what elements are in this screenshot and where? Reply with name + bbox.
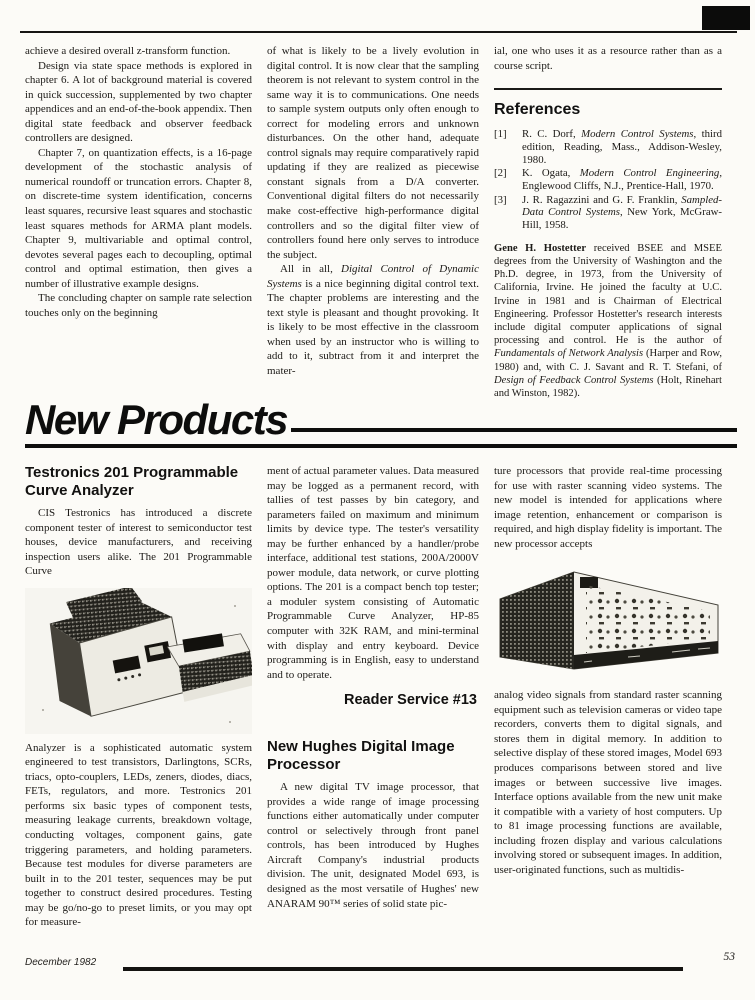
text-run: is a nice beginning digital control text. The chapter problems are interesting and the text style is pleasant and thought provoking. It is likely to be most effective in the classroom when used by an instructor who is willing to add to it, subtract from it and interpret the mater- [267, 277, 479, 378]
banner-rule [291, 428, 737, 432]
book-title: Design of Feedback Control Systems [494, 374, 654, 386]
paragraph: CIS Testronics has introduced a discrete component tester of interest to semiconductor test houses, device manufacturers, and receiving inspection users alike. The 201 Programmable Curve [25, 507, 252, 578]
new-products-section [25, 464, 722, 958]
page-number: 53 [723, 951, 735, 963]
top-rule [20, 31, 737, 33]
product-photo-hughes-693 [494, 567, 722, 679]
paragraph: ial, one who uses it as a resource rather than as a course script. [494, 45, 722, 72]
references-list [494, 128, 722, 232]
product-heading: Testronics 201 Programmable Curve Analyzer [25, 464, 239, 499]
author-name: Gene H. Hostetter [494, 242, 587, 254]
reference-text: K. Ogata, Modern Control Engineering, Englewood Cliffs, N.J., Prentice-Hall, 1970. [522, 167, 722, 192]
paragraph: achieve a desired overall z-transform function. [25, 45, 231, 57]
corner-black-mark [702, 6, 750, 30]
reference-item [494, 167, 722, 192]
book-title: Digital Control of Dynamic Systems [267, 263, 479, 290]
paragraph: Chapter 7, on quantization effects, is a 16-page development of the stochastic analysis of numerical roundoff or truncation errors. Chapter 8, on discrete-time system identification, concerns least squares, recursive least squares and stochastic least squares methods for ARMA plant models. Chapter 9, multivariable and optimal control, devotes several pages each to decoupling, optimal control and optimal estimation, then gives a number of illustrative example designs. [25, 146, 252, 290]
product-heading: New Hughes Digital Image Processor [267, 738, 455, 773]
paragraph: analog video signals from standard raster scanning equipment such as television cameras or video tape recorders, converts them to digital signals, and stores them in digital memory. In addition to selective display of these stored images, Model 693 produces comparisons between stored and live images or between successive live images. Interface options available from the new unit make it compatible with a variety of host computers. Up to 81 image processing functions are available, including frozen display and various calculations involving stored or subsequent images. In addition, user-originated functions, such as multidis- [494, 689, 722, 876]
reference-item [494, 194, 722, 232]
paragraph: The concluding chapter on sample rate selection touches only on the beginning [25, 292, 252, 319]
paragraph: A new digital TV image processor, that provides a wide range of image processing functions either automatically under computer control or selectively through front panel controls, has been introduced by Hughes Aircraft Company's industrial products division. The unit, designated Model 693, is designed as the most versatile of Hughes' new ANARAM 90™ series of solid state pic- [267, 781, 479, 910]
paragraph: ment of actual parameter values. Data measured may be logged as a permanent record, with tallies of test passes by bin category, and parameters failed on maximum and minimum limits by device type. The tester's versatility may be further enhanced by a handler/probe interface, additional test stations, 200A/2000V power module, data network, or curve plotting options. The 201 is a compact bench top tester; a moduler system consisting of Automatic Programmable Curve Analyzer, HP-85 computer with 32K RAM, and mini-terminal with display and entry keyboard. Device programming is in English, easy to understand and to operate. [267, 465, 479, 681]
paragraph: Design via state space methods is explored in chapter 6. A lot of background material is covered in quick succession, supplemented by two chapter appendices and an end-of-the-book appendix. Then digital state feedback and observer feedback controllers are designed. [25, 59, 252, 145]
paragraph: Analyzer is a sophisticated automatic system engineered to test transistors, Darlingtons, SCRs, triacs, opto-couplers, LEDs, zeners, diodes, diacs, FETs, regulators, and more. Testronics 201 performs six basic types of component tests, measuring leakage currents, breakdown voltage, conducting voltages, component gains, gate triggering parameters, and holding parameters. Because test modules for diverse parameters are built in to the 201 tester, sequences may be put together to construct desired procedures. Testing may be go/no-go to preset limits, or you may opt for measure- [25, 741, 252, 929]
reference-text: R. C. Dorf, Modern Control Systems, third edition, Reading, Mass., Addison-Wesley, 1980. [522, 128, 722, 166]
section-title: New Products [25, 396, 288, 443]
review-section [25, 44, 722, 400]
references-divider [494, 88, 722, 90]
review-column-3 [494, 44, 722, 400]
review-column-1 [25, 44, 252, 400]
book-title: Fundamentals of Network Analysis [494, 348, 644, 360]
paragraph [267, 262, 479, 378]
reference-label: [2] [494, 167, 507, 180]
reference-text: J. R. Ragazzini and G. F. Franklin, Sampled-Data Control Systems, New York, McGraw-Hill, 1958. [522, 193, 722, 232]
footer-rule [123, 967, 683, 971]
new-products-banner [25, 396, 737, 448]
review-column-2 [267, 44, 479, 400]
reference-label: [1] [494, 128, 507, 141]
reference-label: [3] [494, 193, 507, 206]
footer-date: December 1982 [25, 957, 97, 968]
products-column-3 [494, 464, 722, 958]
reference-item [494, 128, 722, 166]
references-heading: References [494, 101, 581, 119]
paragraph: ture processors that provide real-time processing for use with raster scanning video systems. The new model is intended for applications where image retention, enhancement or comparison is required, and high display fidelity is important. The new processor accepts [494, 465, 722, 550]
author-bio: Gene H. Hostetter received BSEE and MSEE degrees from the University of Washington and the Ph.D. degree, in 1973, from the University of California, Irvine. He joined the faculty at U.C. Irvine in 1981 and is Chairman of Electrical Engineering. Professor Hostetter's research interests include digital computer applications of signal processing and control. He is the author of Fundamentals of Network Analysis (Harper and Row, 1980) and, with C. J. Savant and R. T. Stefani, of Design of Feedback Control Systems (Holt, Rinehart and Winston, 1982). [494, 242, 722, 399]
reader-service-note: Reader Service #13 [343, 692, 477, 709]
products-column-1 [25, 464, 252, 958]
products-column-2 [267, 464, 479, 958]
product-photo-testronics-201 [25, 588, 252, 734]
paragraph: of what is likely to be a lively evolution in digital control. It is now clear that the sampling theorem is not relevant to system control in the same way it is to communications. One needs to sample system outputs only often enough to correct for modeling errors and unknown disturbances. On the other hand, adequate control signals may require comparatively rapid updating if they are realized as piecewise constant signals from a D/A converter. Conventional digital filters do not necessarily make cost-effective high-performance digital controllers and so the digital filter view of controllers found here only serves to introduce the subject. [267, 45, 479, 261]
text-run: All in all, [280, 263, 342, 276]
